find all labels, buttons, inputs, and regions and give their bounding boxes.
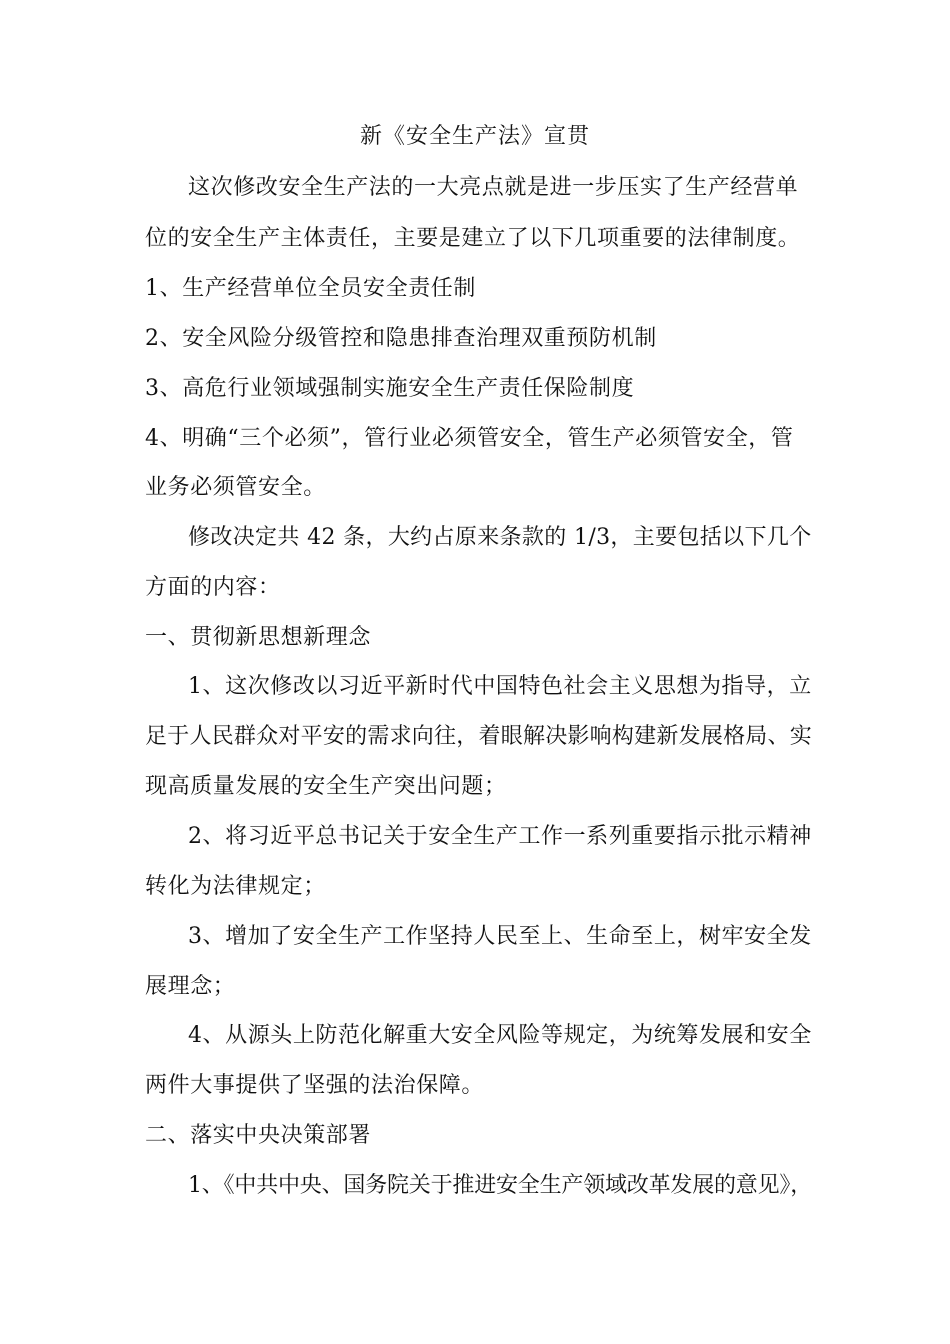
paragraph-line: 这次修改安全生产法的一大亮点就是进一步压实了生产经营单 [188,175,799,200]
paragraph-line: 1、这次修改以习近平新时代中国特色社会主义思想为指导，立 [188,674,812,699]
paragraph-line: 两件大事提供了坚强的法治保障。 [145,1073,485,1098]
paragraph-line: 转化为法律规定； [145,874,326,899]
paragraph-line: 1、《中共中央、国务院关于推进安全生产领域改革发展的意见》， [188,1173,812,1198]
list-item-continuation: 业务必须管安全。 [145,475,326,500]
list-item: 2、安全风险分级管控和隐患排查治理双重预防机制 [145,326,657,351]
paragraph-line: 展理念； [145,974,236,999]
paragraph-line: 修改决定共 42 条，大约占原来条款的 1/3，主要包括以下几个 [188,525,812,550]
paragraph-line: 3、增加了安全生产工作坚持人民至上、生命至上，树牢安全发 [188,924,812,949]
paragraph-line: 现高质量发展的安全生产突出问题； [145,774,507,799]
section-heading: 一、贯彻新思想新理念 [145,625,372,650]
paragraph-line: 4、从源头上防范化解重大安全风险等规定，为统筹发展和安全 [188,1023,812,1048]
paragraph-line: 2、将习近平总书记关于安全生产工作一系列重要指示批示精神 [188,824,812,849]
paragraph-line: 方面的内容： [145,575,281,600]
list-item: 4、明确“三个必须”，管行业必须管安全，管生产必须管安全，管 [145,426,794,451]
paragraph-line: 足于人民群众对平安的需求向往，着眼解决影响构建新发展格局、实 [145,724,813,749]
section-heading: 二、落实中央决策部署 [145,1123,372,1148]
list-item: 1、生产经营单位全员安全责任制 [145,276,476,301]
document-title: 新《安全生产法》宣贯 [359,124,590,149]
paragraph-line: 位的安全生产主体责任，主要是建立了以下几项重要的法律制度。 [145,226,801,251]
list-item: 3、高危行业领域强制实施安全生产责任保险制度 [145,376,635,401]
